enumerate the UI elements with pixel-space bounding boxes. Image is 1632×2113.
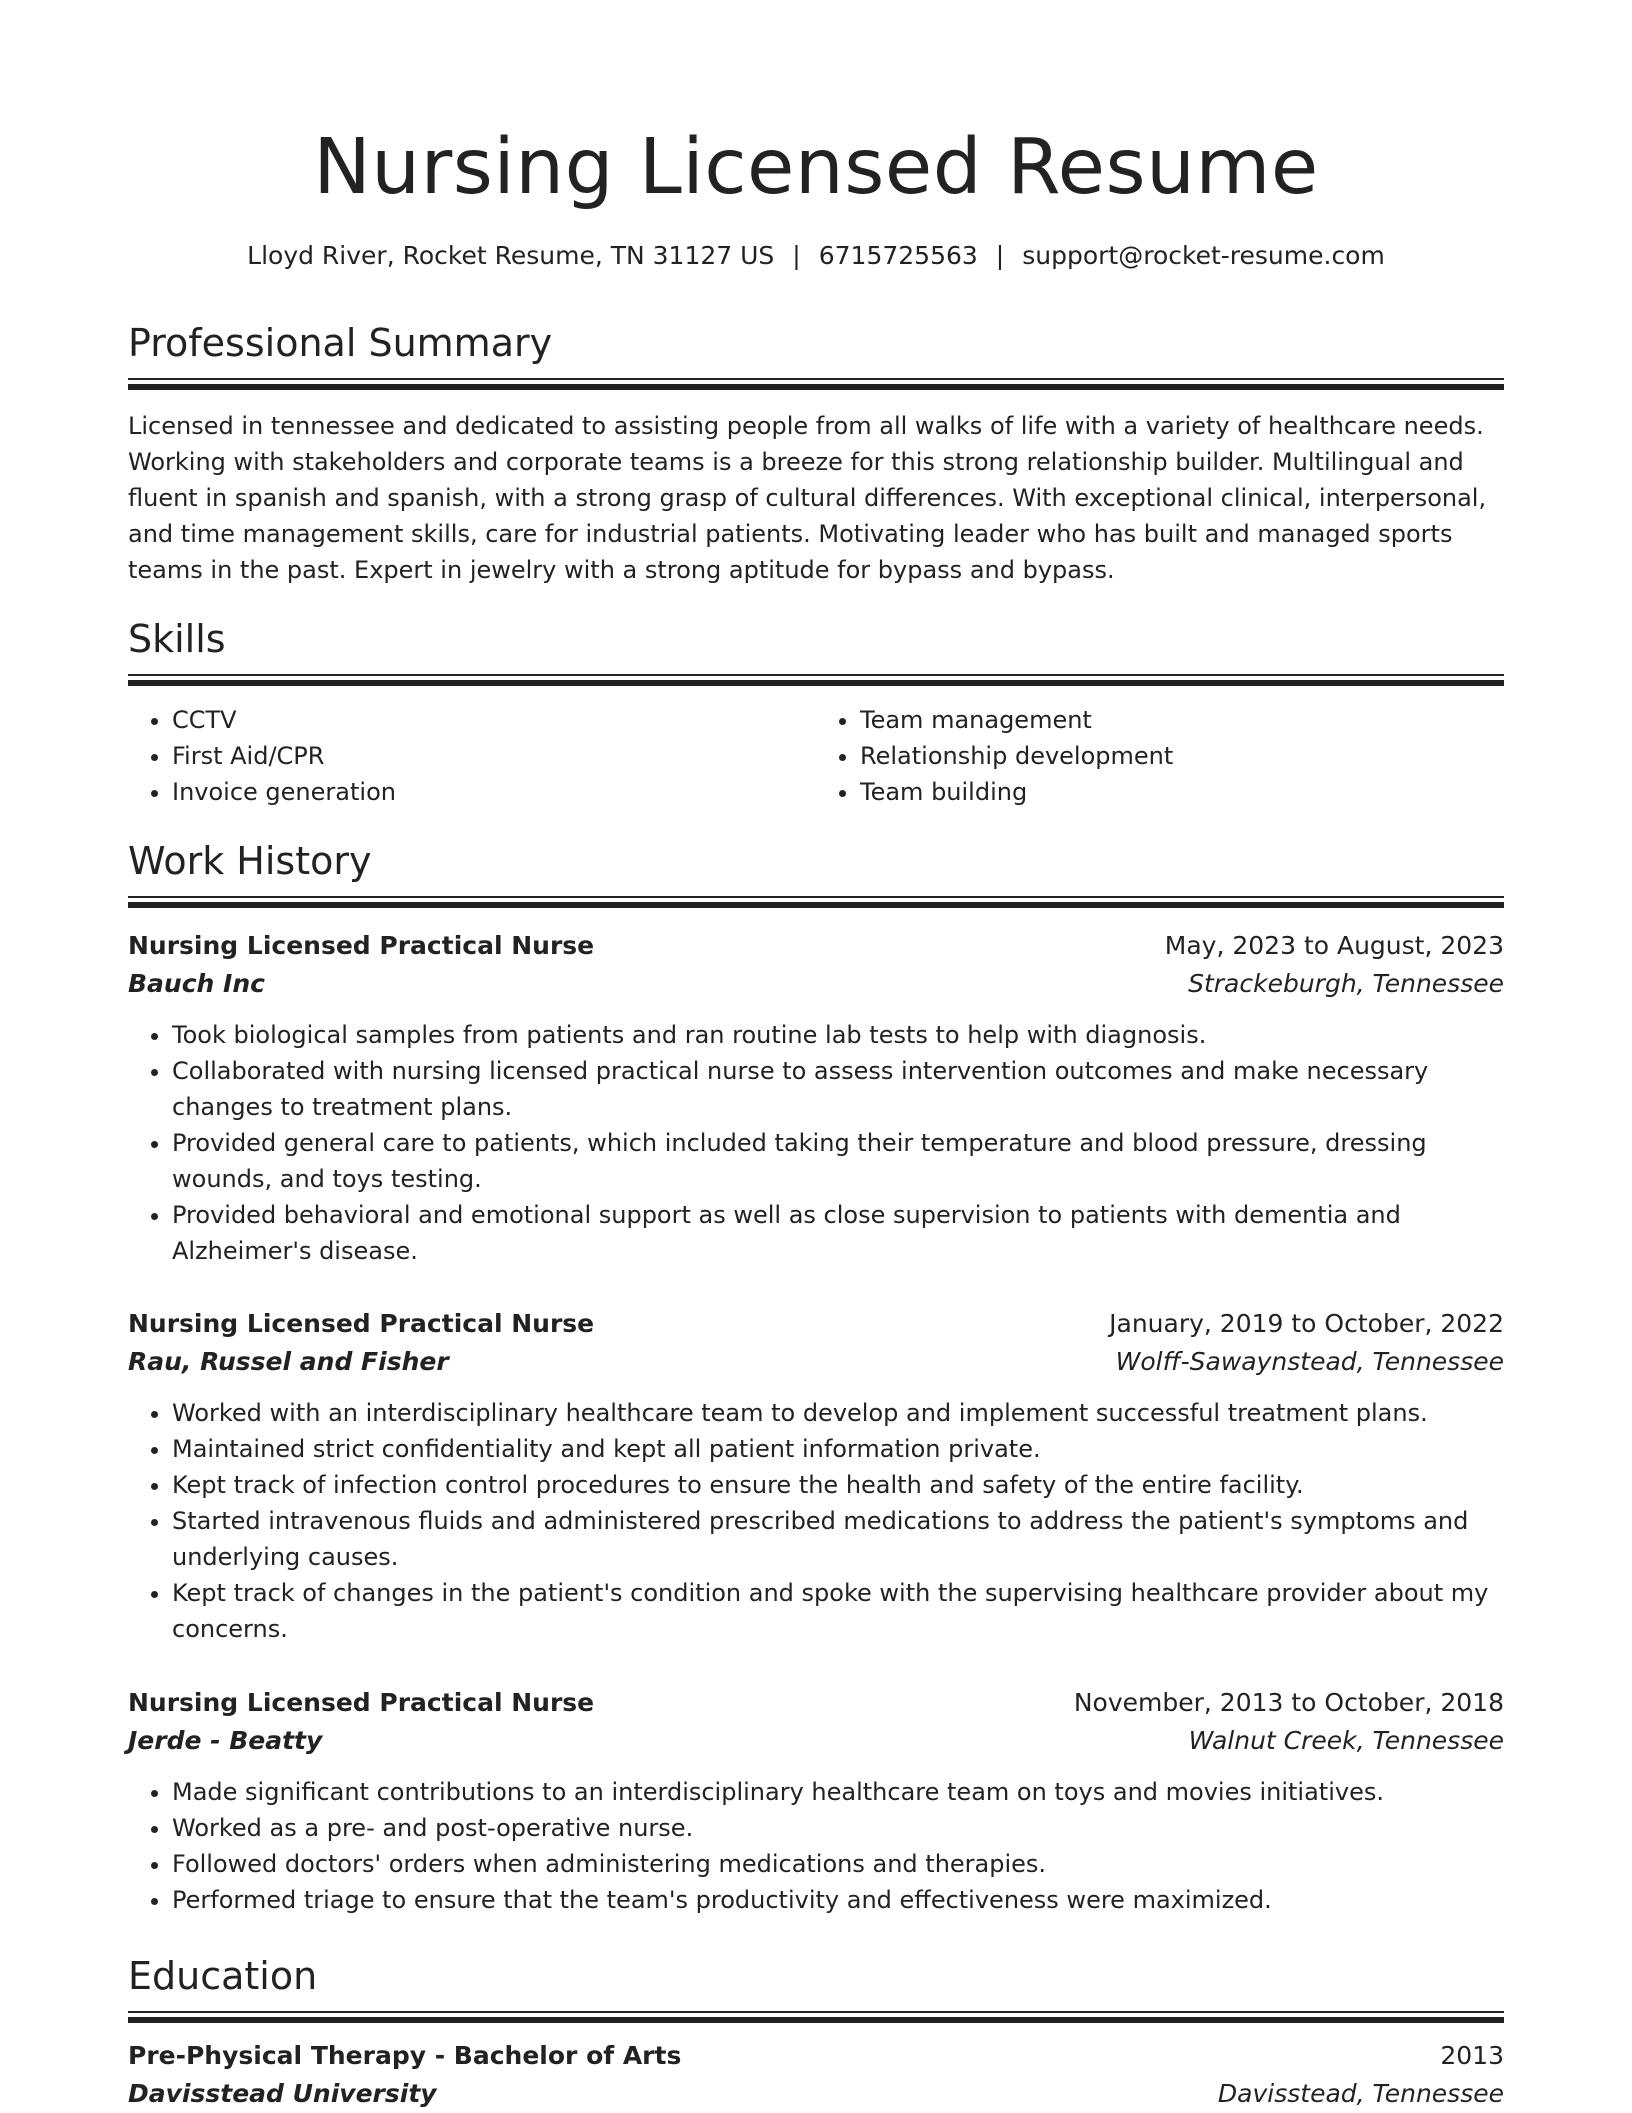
summary-section [128,318,1504,588]
skill-item: • CCTV [172,702,816,738]
job-bullet: • Maintained strict confidentiality and kept all patient information private. [172,1431,1504,1467]
job-bullets [128,1017,1504,1269]
job-bullets [128,1774,1504,1918]
job-title: Nursing Licensed Practical Nurse [128,1309,595,1338]
job-bullet: • Took biological samples from patients and ran routine lab tests to help with diagnosis. [172,1017,1504,1053]
job-bullet: • Started intravenous fluids and administered prescribed medications to address the patient's symptoms and underlying causes. [172,1503,1504,1575]
summary-heading: Professional Summary [128,321,553,365]
job-bullet: • Kept track of infection control procedures to ensure the health and safety of the entire facility. [172,1467,1504,1503]
skills-column-right [816,702,1504,810]
contact-phone: 6715725563 [818,241,978,270]
job-location: Strackeburgh, Tennessee [1188,969,1504,998]
education-section [128,1951,1504,2113]
section-divider [128,378,1504,390]
resume-title: Nursing Licensed Resume [313,123,1319,212]
section-divider [128,896,1504,908]
job-location: Walnut Creek, Tennessee [1188,1726,1504,1755]
contact-email: support@rocket-resume.com [1022,241,1385,270]
job-title: Nursing Licensed Practical Nurse [128,931,595,960]
job-location: Wolff-Sawaynstead, Tennessee [1115,1347,1504,1376]
skills-list [128,702,1504,810]
job-bullets [128,1395,1504,1647]
summary-text: Licensed in tennessee and dedicated to assisting people from all walks of life with a variety of healthcare needs. Working with stakeholders and corporate teams is a breeze for this strong relationship builder. Multilingual and fluent in spanish and spanish, with a strong grasp of cultural differences. With exceptional clinical, interpersonal, and time management skills, care for industrial patients. Motivating leader who has built and managed sports teams in the past. Expert in jewelry with a strong aptitude for bypass and bypass. [128,412,1487,584]
education-school: Davisstead University [128,2079,437,2108]
job-company: Rau, Russel and Fisher [128,1347,449,1376]
job-company: Jerde - Beatty [128,1726,323,1755]
job-title: Nursing Licensed Practical Nurse [128,1688,595,1717]
work-heading: Work History [128,839,372,883]
skill-item: • Team management [860,702,1504,738]
job-bullet: • Followed doctors' orders when administering medications and therapies. [172,1846,1504,1882]
skills-section [128,614,1504,810]
job-bullet: • Performed triage to ensure that the team's productivity and effectiveness were maximized. [172,1882,1504,1918]
education-year: 2013 [1440,2041,1504,2070]
education-location: Davisstead, Tennessee [1217,2079,1504,2108]
skills-heading: Skills [128,617,226,661]
job-dates: January, 2019 to October, 2022 [1109,1309,1504,1338]
job-bullet: • Worked as a pre- and post-operative nurse. [172,1810,1504,1846]
contact-line [128,238,1504,274]
job-dates: November, 2013 to October, 2018 [1073,1688,1504,1717]
section-divider [128,674,1504,686]
skills-column-left [128,702,816,810]
job-dates: May, 2023 to August, 2023 [1164,931,1504,960]
skill-item: • Relationship development [860,738,1504,774]
work-section [128,836,1504,908]
job-entry [128,1305,1504,1647]
skill-item: • Invoice generation [172,774,816,810]
section-divider [128,2011,1504,2023]
contact-address: Lloyd River, Rocket Resume, TN 31127 US [247,241,775,270]
skill-item: • Team building [860,774,1504,810]
job-bullet: • Provided general care to patients, which included taking their temperature and blood pressure, dressing wounds, and toys testing. [172,1125,1504,1197]
job-entry [128,927,1504,1269]
education-heading: Education [128,1954,318,1998]
job-bullet: • Collaborated with nursing licensed practical nurse to assess intervention outcomes and make necessary changes to treatment plans. [172,1053,1504,1125]
job-bullet: • Made significant contributions to an interdisciplinary healthcare team on toys and movies initiatives. [172,1774,1504,1810]
education-degree: Pre-Physical Therapy - Bachelor of Arts [128,2041,682,2070]
job-bullet: • Worked with an interdisciplinary healthcare team to develop and implement successful treatment plans. [172,1395,1504,1431]
job-bullet: • Provided behavioral and emotional support as well as close supervision to patients with dementia and Alzheimer's disease. [172,1197,1504,1269]
skill-item: • First Aid/CPR [172,738,816,774]
job-company: Bauch Inc [128,969,265,998]
contact-separator: | [792,241,801,270]
job-entry [128,1684,1504,1918]
job-bullet: • Kept track of changes in the patient's condition and spoke with the supervising healthcare provider about my concerns. [172,1575,1504,1647]
contact-separator: | [995,241,1005,270]
